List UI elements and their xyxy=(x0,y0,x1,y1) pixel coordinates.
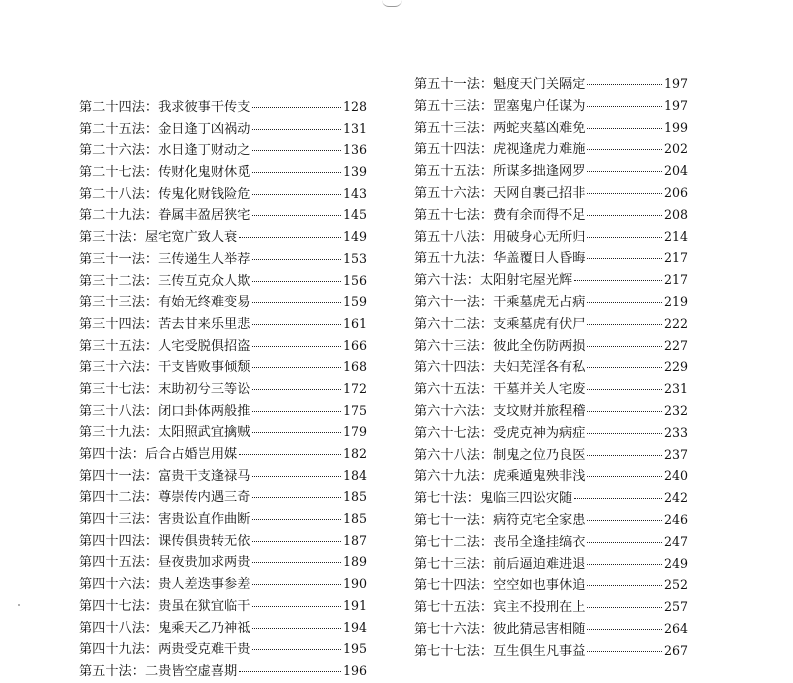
toc-entry-number: 第二十八法： xyxy=(79,186,159,202)
toc-entry-page: 196 xyxy=(342,662,367,678)
toc-entry-page: 131 xyxy=(342,120,367,136)
toc-entry-number: 第四十四法： xyxy=(79,533,159,549)
toc-entry xyxy=(414,182,688,204)
toc-entry-page: 231 xyxy=(663,381,688,397)
toc-entry-page: 197 xyxy=(663,76,688,91)
toc-entry-title: 我求彼事干传支 xyxy=(158,100,251,115)
toc-entry-page: 202 xyxy=(663,141,688,157)
toc-entry-title: 闭口卦体两般推 xyxy=(158,403,251,419)
toc-entry-page: 204 xyxy=(663,163,688,179)
toc-entry xyxy=(414,444,688,466)
toc-entry-title: 金日逢丁凶祸动 xyxy=(158,121,251,137)
toc-entry-number: 第四十六法： xyxy=(79,577,159,593)
toc-entry-title: 鬼乘天乙乃神祗 xyxy=(158,620,251,636)
toc-dot-leader xyxy=(587,629,662,630)
toc-entry-page: 229 xyxy=(663,359,688,375)
toc-entry-number: 第六十一法： xyxy=(414,294,494,310)
toc-entry xyxy=(79,486,367,508)
toc-entry xyxy=(79,508,367,530)
toc-entry xyxy=(414,291,688,313)
toc-entry-page: 145 xyxy=(342,207,367,223)
toc-entry-title: 虎视逢虎力难施 xyxy=(493,142,586,158)
toc-entry-title: 所谋多拙逢网罗 xyxy=(493,164,586,180)
toc-entry-page: 267 xyxy=(663,642,688,658)
toc-entry-number: 第四十九法： xyxy=(79,642,159,658)
toc-entry-page: 153 xyxy=(342,250,367,266)
toc-entry-title: 后合占婚岂用媒 xyxy=(144,447,238,462)
toc-entry-number: 第七十法： xyxy=(414,491,480,507)
toc-dot-leader xyxy=(252,194,341,195)
toc-entry xyxy=(79,270,367,292)
toc-entry-title: 虎乘遁鬼殃非浅 xyxy=(493,469,586,485)
toc-entry-title: 三传递生人举荐 xyxy=(158,251,251,267)
toc-entry-number: 第六十四法： xyxy=(414,360,494,376)
toc-entry-page: 199 xyxy=(663,119,688,135)
toc-entry-title: 太阳射宅屋光辉 xyxy=(479,273,573,289)
toc-dot-leader xyxy=(252,562,341,563)
toc-entry-title: 昼夜贵加求两贵 xyxy=(158,555,251,571)
toc-entry-page: 185 xyxy=(342,511,367,527)
toc-entry-page: 237 xyxy=(663,446,688,462)
toc-entry-title: 前后逼迫难进退 xyxy=(493,556,586,572)
toc-entry-page: 227 xyxy=(663,337,688,353)
toc-dot-leader xyxy=(587,149,662,150)
scan-speck xyxy=(18,604,20,606)
toc-dot-leader xyxy=(239,671,341,672)
toc-dot-leader xyxy=(574,498,662,499)
toc-entry xyxy=(414,596,688,618)
toc-entry xyxy=(414,73,688,95)
toc-dot-leader xyxy=(252,107,341,108)
toc-entry-page: 252 xyxy=(663,577,688,593)
toc-dot-leader xyxy=(252,497,341,498)
toc-dot-leader xyxy=(587,346,662,347)
toc-entry-title: 制鬼之位乃良医 xyxy=(493,447,586,463)
toc-entry-number: 第五十三法： xyxy=(414,98,494,114)
toc-entry-page: 217 xyxy=(663,250,688,266)
toc-entry-number: 第四十三法： xyxy=(79,512,159,528)
toc-entry xyxy=(414,204,688,226)
toc-entry-page: 264 xyxy=(663,620,688,636)
toc-dot-leader xyxy=(252,302,341,303)
toc-entry-number: 第四十一法： xyxy=(79,468,159,484)
toc-dot-leader xyxy=(252,150,341,151)
toc-entry xyxy=(414,226,688,248)
toc-entry xyxy=(79,551,367,573)
toc-dot-leader xyxy=(587,651,662,652)
toc-entry xyxy=(79,400,367,422)
toc-entry-title: 富贵干支逢禄马 xyxy=(158,468,251,484)
toc-entry xyxy=(79,617,367,639)
toc-dot-leader xyxy=(252,215,341,216)
toc-entry xyxy=(79,595,367,617)
toc-entry-page: 233 xyxy=(663,424,688,440)
toc-entry-title: 贵人差迭事参差 xyxy=(158,577,251,593)
toc-entry-page: 184 xyxy=(342,467,367,483)
toc-entry xyxy=(414,465,688,487)
toc-entry xyxy=(79,96,367,118)
toc-entry-page: 143 xyxy=(342,185,367,201)
toc-entry-title: 传鬼化财钱险危 xyxy=(158,186,251,202)
toc-entry-number: 第三十九法： xyxy=(79,425,159,441)
toc-entry xyxy=(414,269,688,291)
toc-entry xyxy=(79,465,367,487)
toc-entry-number: 第三十一法： xyxy=(79,251,159,267)
toc-dot-leader xyxy=(587,564,662,565)
toc-entry-title: 用破身心无所归 xyxy=(493,229,586,245)
toc-entry-page: 222 xyxy=(663,315,688,331)
toc-entry xyxy=(79,118,367,140)
toc-dot-leader xyxy=(239,237,341,238)
toc-entry xyxy=(414,313,688,335)
toc-entry-title: 有始无终难变易 xyxy=(158,295,251,311)
toc-entry xyxy=(79,248,367,270)
toc-entry-title: 费有余而得不足 xyxy=(493,207,586,223)
toc-entry-page: 246 xyxy=(663,511,688,527)
toc-entry xyxy=(79,335,367,357)
toc-dot-leader xyxy=(587,215,662,216)
toc-entry-number: 第五十八法： xyxy=(414,229,494,245)
toc-entry-title: 尊崇传内遇三奇 xyxy=(158,490,251,506)
toc-right-column xyxy=(414,73,688,662)
toc-entry-number: 第六十六法： xyxy=(414,403,494,419)
toc-dot-leader xyxy=(252,129,341,130)
toc-entry xyxy=(414,117,688,139)
toc-dot-leader xyxy=(252,259,341,260)
toc-entry-title: 彼此猜忌害相随 xyxy=(493,621,586,637)
toc-entry-page: 139 xyxy=(342,164,367,180)
toc-entry xyxy=(79,638,367,660)
toc-entry-page: 168 xyxy=(342,359,367,375)
toc-entry-page: 182 xyxy=(342,446,367,461)
toc-entry-number: 第三十五法： xyxy=(79,338,159,354)
toc-entry-number: 第六十五法： xyxy=(414,382,494,398)
toc-entry xyxy=(414,335,688,357)
toc-entry xyxy=(79,226,367,248)
toc-entry-number: 第七十三法： xyxy=(414,556,494,572)
toc-entry xyxy=(414,509,688,531)
toc-entry-number: 第三十七法： xyxy=(79,381,159,397)
toc-entry-page: 247 xyxy=(663,533,688,549)
toc-entry-number: 第三十八法： xyxy=(79,403,159,419)
toc-entry-title: 魁度天门关隔定 xyxy=(493,77,586,92)
toc-entry-number: 第五十三法： xyxy=(414,120,494,136)
toc-entry-number: 第三十法： xyxy=(79,230,145,246)
toc-entry-title: 彼此全伤防两损 xyxy=(493,338,586,354)
toc-dot-leader xyxy=(252,346,341,347)
toc-entry-number: 第二十四法： xyxy=(79,100,159,115)
toc-dot-leader xyxy=(252,281,341,282)
toc-dot-leader xyxy=(587,476,662,477)
toc-entry-number: 第四十七法： xyxy=(79,598,159,614)
toc-entry-page: 232 xyxy=(663,402,688,418)
toc-dot-leader xyxy=(587,258,662,259)
toc-entry-page: 128 xyxy=(342,99,367,114)
toc-entry-title: 丧吊全逢挂缟衣 xyxy=(493,534,586,550)
toc-entry xyxy=(79,204,367,226)
toc-dot-leader xyxy=(252,432,341,433)
toc-entry-number: 第六十八法： xyxy=(414,447,494,463)
toc-entry-number: 第七十六法： xyxy=(414,621,494,637)
toc-entry-number: 第四十二法： xyxy=(79,490,159,506)
toc-entry-number: 第六十三法： xyxy=(414,338,494,354)
toc-left-column xyxy=(79,96,367,682)
toc-entry-title: 水日逢丁财动之 xyxy=(158,143,251,159)
toc-entry-title: 两贵受克难干贵 xyxy=(158,642,251,658)
toc-entry-number: 第三十六法： xyxy=(79,360,159,376)
toc-entry-page: 242 xyxy=(663,490,688,506)
toc-entry-title: 夫妇芜淫各有私 xyxy=(493,360,586,376)
toc-entry-page: 217 xyxy=(663,272,688,288)
toc-dot-leader xyxy=(587,455,662,456)
toc-dot-leader xyxy=(587,585,662,586)
toc-entry xyxy=(79,139,367,161)
toc-entry-title: 苦去甘来乐里悲 xyxy=(158,316,251,332)
toc-entry-title: 鬼临三四讼灾随 xyxy=(479,491,573,507)
toc-entry-number: 第二十九法： xyxy=(79,208,159,224)
toc-dot-leader xyxy=(252,606,341,607)
toc-entry-number: 第五十五法： xyxy=(414,164,494,180)
toc-dot-leader xyxy=(587,128,662,129)
toc-entry-page: 214 xyxy=(663,228,688,244)
toc-entry-page: 219 xyxy=(663,293,688,309)
toc-entry-number: 第七十一法： xyxy=(414,512,494,528)
toc-entry-number: 第二十六法： xyxy=(79,143,159,159)
toc-entry xyxy=(79,378,367,400)
toc-entry-number: 第六十七法： xyxy=(414,425,494,441)
toc-entry-page: 197 xyxy=(663,97,688,113)
toc-entry-page: 172 xyxy=(342,380,367,396)
toc-dot-leader xyxy=(587,106,662,107)
toc-entry-page: 166 xyxy=(342,337,367,353)
toc-entry-page: 190 xyxy=(342,576,367,592)
toc-entry-number: 第五十一法： xyxy=(414,77,494,92)
toc-entry xyxy=(79,161,367,183)
toc-dot-leader xyxy=(252,628,341,629)
toc-entry-page: 194 xyxy=(342,619,367,635)
toc-dot-leader xyxy=(574,280,662,281)
toc-dot-leader xyxy=(252,519,341,520)
toc-entry-title: 空空如也事休追 xyxy=(493,578,586,594)
toc-dot-leader xyxy=(252,172,341,173)
toc-dot-leader xyxy=(587,433,662,434)
toc-entry-number: 第三十三法： xyxy=(79,295,159,311)
toc-entry xyxy=(79,291,367,313)
toc-dot-leader xyxy=(252,541,341,542)
toc-entry-number: 第七十四法： xyxy=(414,578,494,594)
toc-entry-number: 第三十四法： xyxy=(79,316,159,332)
toc-entry-number: 第四十八法： xyxy=(79,620,159,636)
toc-entry-title: 受虎克神为病症 xyxy=(493,425,586,441)
toc-entry-title: 干墓并关人宅废 xyxy=(493,382,586,398)
toc-entry xyxy=(414,400,688,422)
toc-entry-number: 第五十法： xyxy=(79,663,145,679)
toc-dot-leader xyxy=(587,237,662,238)
toc-dot-leader xyxy=(587,542,662,543)
toc-dot-leader xyxy=(587,520,662,521)
toc-entry-number: 第五十七法： xyxy=(414,207,494,223)
toc-entry-page: 206 xyxy=(663,184,688,200)
toc-entry xyxy=(79,530,367,552)
toc-entry-number: 第七十七法： xyxy=(414,643,494,659)
toc-dot-leader xyxy=(252,411,341,412)
toc-entry-title: 三传互克众人欺 xyxy=(158,273,251,289)
toc-entry-number: 第二十五法： xyxy=(79,121,159,137)
toc-entry xyxy=(414,138,688,160)
toc-entry xyxy=(414,487,688,509)
toc-entry xyxy=(79,573,367,595)
toc-entry-title: 病符克宅全家患 xyxy=(493,512,586,528)
toc-entry xyxy=(414,574,688,596)
toc-entry xyxy=(414,422,688,444)
toc-entry xyxy=(414,531,688,553)
toc-entry-title: 二贵皆空虚喜期 xyxy=(144,663,238,679)
toc-dot-leader xyxy=(587,171,662,172)
toc-entry-number: 第二十七法： xyxy=(79,165,159,181)
toc-dot-leader xyxy=(252,649,341,650)
toc-entry-title: 干支皆败事倾颓 xyxy=(158,360,251,376)
toc-dot-leader xyxy=(252,476,341,477)
toc-entry-page: 136 xyxy=(342,142,367,158)
toc-entry-title: 人宅受脱俱招盗 xyxy=(158,338,251,354)
toc-dot-leader xyxy=(587,367,662,368)
toc-entry-title: 互生俱生凡事益 xyxy=(493,643,586,659)
toc-entry-page: 175 xyxy=(342,402,367,418)
toc-entry xyxy=(414,356,688,378)
toc-dot-leader xyxy=(587,389,662,390)
toc-entry-page: 179 xyxy=(342,424,367,440)
toc-entry xyxy=(79,313,367,335)
toc-entry-title: 天网自裹己招非 xyxy=(493,185,586,201)
toc-entry-page: 249 xyxy=(663,555,688,571)
toc-entry-number: 第三十二法： xyxy=(79,273,159,289)
toc-entry-number: 第七十五法： xyxy=(414,600,494,616)
toc-entry-page: 185 xyxy=(342,489,367,505)
toc-entry-page: 208 xyxy=(663,206,688,222)
toc-entry-title: 屋宅宽广致人衰 xyxy=(144,230,238,246)
toc-entry-page: 195 xyxy=(342,641,367,657)
toc-entry xyxy=(79,443,367,465)
toc-dot-leader xyxy=(587,193,662,194)
toc-entry-title: 干乘墓虎无占病 xyxy=(493,294,586,310)
toc-entry xyxy=(79,421,367,443)
toc-entry-title: 支坟财并旅程稽 xyxy=(493,403,586,419)
toc-entry-title: 害贵讼直作曲断 xyxy=(158,512,251,528)
toc-dot-leader xyxy=(252,389,341,390)
toc-entry-number: 第五十四法： xyxy=(414,142,494,158)
toc-entry-page: 191 xyxy=(342,597,367,613)
toc-entry-title: 宾主不投刑在上 xyxy=(493,600,586,616)
toc-entry-number: 第六十九法： xyxy=(414,469,494,485)
toc-entry-page: 257 xyxy=(663,599,688,615)
toc-entry-title: 眷属丰盈居狭宅 xyxy=(158,208,251,224)
toc-entry-number: 第五十六法： xyxy=(414,185,494,201)
toc-entry-title: 太阳照武宜擒贼 xyxy=(158,425,251,441)
toc-entry xyxy=(79,660,367,682)
toc-entry-number: 第四十法： xyxy=(79,447,145,462)
toc-entry xyxy=(414,95,688,117)
toc-entry xyxy=(414,640,688,662)
toc-entry xyxy=(414,618,688,640)
toc-entry-number: 第五十九法： xyxy=(414,251,494,267)
toc-entry xyxy=(414,378,688,400)
toc-entry-page: 156 xyxy=(342,272,367,288)
toc-entry-title: 课传俱贵转无依 xyxy=(158,533,251,549)
toc-entry-number: 第四十五法： xyxy=(79,555,159,571)
toc-entry-page: 187 xyxy=(342,532,367,548)
toc-dot-leader xyxy=(587,324,662,325)
toc-entry-title: 传财化鬼财休觅 xyxy=(158,165,251,181)
toc-entry-page: 149 xyxy=(342,229,367,245)
toc-entry-page: 189 xyxy=(342,554,367,570)
toc-entry-title: 罡塞鬼户任谋为 xyxy=(493,98,586,114)
toc-entry-page: 240 xyxy=(663,468,688,484)
toc-entry xyxy=(414,247,688,269)
toc-dot-leader xyxy=(587,607,662,608)
toc-dot-leader xyxy=(252,367,341,368)
toc-entry-page: 159 xyxy=(342,294,367,310)
toc-entry xyxy=(414,553,688,575)
page-mark xyxy=(382,0,402,7)
toc-entry-title: 两蛇夹墓凶难免 xyxy=(493,120,586,136)
toc-entry-number: 第六十法： xyxy=(414,273,480,289)
toc-entry-number: 第七十二法： xyxy=(414,534,494,550)
toc-dot-leader xyxy=(239,454,341,455)
toc-entry-title: 末助初兮三等讼 xyxy=(158,381,251,397)
toc-entry xyxy=(414,160,688,182)
toc-entry-number: 第六十二法： xyxy=(414,316,494,332)
toc-entry-title: 贵虽在狱宜临干 xyxy=(158,598,251,614)
toc-entry-title: 华盖覆日人昏晦 xyxy=(493,251,586,267)
toc-entry xyxy=(79,356,367,378)
toc-dot-leader xyxy=(252,324,341,325)
toc-dot-leader xyxy=(252,584,341,585)
toc-entry-page: 161 xyxy=(342,315,367,331)
toc-dot-leader xyxy=(587,411,662,412)
toc-entry-title: 支乘墓虎有伏尸 xyxy=(493,316,586,332)
toc-dot-leader xyxy=(587,302,662,303)
toc-entry xyxy=(79,183,367,205)
toc-dot-leader xyxy=(587,84,662,85)
